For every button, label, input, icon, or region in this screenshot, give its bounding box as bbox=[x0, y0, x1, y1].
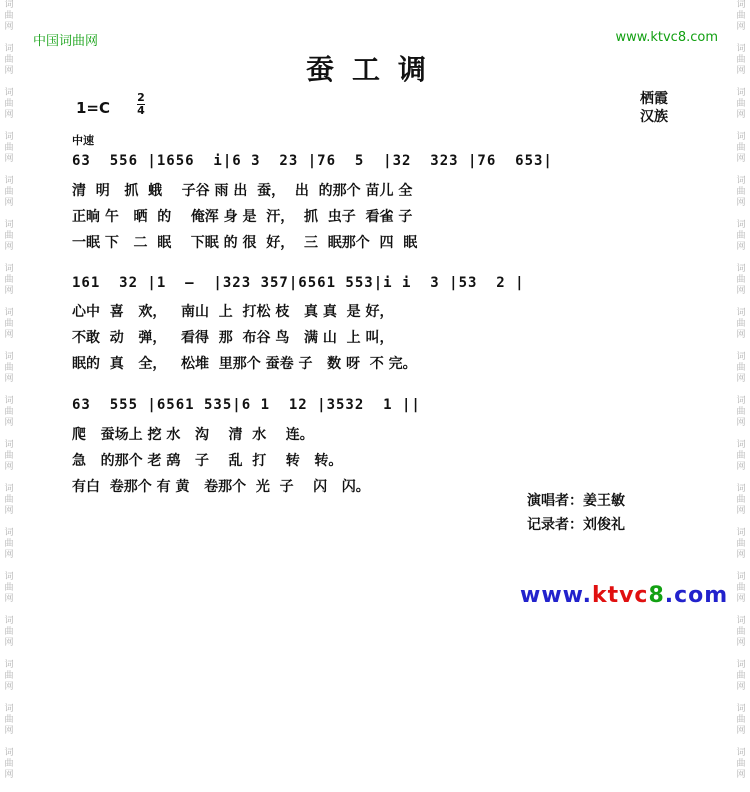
watermark-char: 词 bbox=[4, 572, 14, 582]
footer-url[interactable] bbox=[520, 583, 728, 608]
watermark-char: 网 bbox=[736, 330, 746, 340]
watermark-char: 曲 bbox=[736, 583, 746, 593]
watermark-char: 曲 bbox=[736, 495, 746, 505]
watermark-char: 曲 bbox=[736, 671, 746, 681]
watermark-gap bbox=[1, 253, 17, 264]
watermark-char: 网 bbox=[4, 286, 14, 296]
watermark-gap bbox=[733, 429, 749, 440]
meter-bottom: 4 bbox=[137, 104, 145, 117]
watermark-gap bbox=[733, 605, 749, 616]
origin-ethnicity: 汉族 bbox=[640, 109, 668, 125]
watermark-char: 词 bbox=[4, 220, 14, 230]
watermark-gap bbox=[1, 429, 17, 440]
watermark-char: 网 bbox=[4, 550, 14, 560]
watermark-char: 词 bbox=[4, 748, 14, 758]
watermark-char: 曲 bbox=[736, 451, 746, 461]
watermark-char: 曲 bbox=[4, 407, 14, 417]
footer-url-brand: ktvc bbox=[591, 583, 649, 608]
watermark-gap bbox=[1, 341, 17, 352]
watermark-char: 曲 bbox=[4, 715, 14, 725]
watermark-char: 词 bbox=[736, 748, 746, 758]
watermark-char: 曲 bbox=[4, 539, 14, 549]
watermark-char: 网 bbox=[736, 638, 746, 648]
watermark-char: 曲 bbox=[4, 11, 14, 21]
watermark-char: 网 bbox=[736, 726, 746, 736]
watermark-left bbox=[1, 0, 17, 780]
watermark-char: 网 bbox=[4, 770, 14, 780]
song-title: 蚕工调 bbox=[305, 53, 444, 86]
watermark-char: 网 bbox=[4, 638, 14, 648]
watermark-char: 曲 bbox=[736, 319, 746, 329]
watermark-char: 曲 bbox=[4, 583, 14, 593]
watermark-char: 曲 bbox=[4, 319, 14, 329]
watermark-char: 网 bbox=[4, 66, 14, 76]
watermark-char: 词 bbox=[4, 44, 14, 54]
watermark-char: 网 bbox=[736, 506, 746, 516]
watermark-gap bbox=[733, 561, 749, 572]
watermark-char: 词 bbox=[736, 264, 746, 274]
watermark-char: 曲 bbox=[4, 231, 14, 241]
watermark-char: 词 bbox=[736, 572, 746, 582]
watermark-gap bbox=[1, 121, 17, 132]
watermark-char: 曲 bbox=[4, 275, 14, 285]
watermark-char: 曲 bbox=[736, 275, 746, 285]
watermark-gap bbox=[733, 165, 749, 176]
watermark-char: 词 bbox=[736, 132, 746, 142]
watermark-gap bbox=[1, 385, 17, 396]
watermark-char: 词 bbox=[4, 484, 14, 494]
key-signature: 1=C bbox=[76, 99, 111, 117]
tempo-marking: 中速 bbox=[72, 134, 94, 147]
site-name[interactable]: 中国词曲网 bbox=[33, 34, 99, 49]
watermark-char: 网 bbox=[736, 110, 746, 120]
watermark-right bbox=[733, 0, 749, 780]
watermark-char: 网 bbox=[4, 594, 14, 604]
time-signature bbox=[137, 92, 145, 117]
watermark-gap bbox=[1, 561, 17, 572]
watermark-gap bbox=[733, 209, 749, 220]
watermark-char: 词 bbox=[736, 352, 746, 362]
watermark-char: 词 bbox=[736, 88, 746, 98]
watermark-char: 网 bbox=[4, 506, 14, 516]
watermark-char: 词 bbox=[4, 132, 14, 142]
watermark-char: 词 bbox=[4, 396, 14, 406]
watermark-char: 网 bbox=[736, 770, 746, 780]
watermark-char: 词 bbox=[4, 440, 14, 450]
watermark-char: 曲 bbox=[736, 11, 746, 21]
watermark-char: 网 bbox=[736, 154, 746, 164]
watermark-gap bbox=[733, 517, 749, 528]
watermark-char: 词 bbox=[4, 660, 14, 670]
watermark-gap bbox=[1, 297, 17, 308]
watermark-gap bbox=[733, 253, 749, 264]
watermark-char: 网 bbox=[736, 418, 746, 428]
meter-top: 2 bbox=[137, 91, 145, 104]
watermark-char: 词 bbox=[4, 264, 14, 274]
watermark-char: 网 bbox=[4, 418, 14, 428]
watermark-char: 网 bbox=[736, 242, 746, 252]
watermark-gap bbox=[733, 649, 749, 660]
watermark-char: 网 bbox=[736, 286, 746, 296]
singer-credit: 演唱者：姜王敏 bbox=[527, 493, 625, 509]
watermark-gap bbox=[1, 473, 17, 484]
footer-url-prefix: www. bbox=[520, 583, 592, 608]
watermark-char: 曲 bbox=[4, 187, 14, 197]
watermark-gap bbox=[733, 781, 749, 792]
lyric-line-1-verse-3: 一眠 下 二 眠 下眠 的 很 好， 三 眠那个 四 眠 bbox=[72, 235, 418, 251]
watermark-char: 网 bbox=[736, 198, 746, 208]
watermark-char: 网 bbox=[736, 594, 746, 604]
watermark-char: 词 bbox=[736, 484, 746, 494]
watermark-char: 网 bbox=[4, 374, 14, 384]
watermark-char: 词 bbox=[4, 352, 14, 362]
watermark-char: 曲 bbox=[736, 55, 746, 65]
watermark-char: 网 bbox=[4, 330, 14, 340]
watermark-gap bbox=[1, 517, 17, 528]
watermark-char: 词 bbox=[736, 220, 746, 230]
footer-url-digit: 8 bbox=[648, 583, 665, 608]
watermark-char: 词 bbox=[736, 308, 746, 318]
watermark-gap bbox=[733, 341, 749, 352]
lyric-line-2-verse-1: 心中 喜 欢， 南山 上 打松 枝 真 真 是 好， bbox=[72, 304, 394, 320]
site-url[interactable]: www.ktvc8.com bbox=[615, 30, 718, 45]
watermark-char: 曲 bbox=[736, 627, 746, 637]
watermark-char: 曲 bbox=[736, 187, 746, 197]
watermark-char: 网 bbox=[4, 682, 14, 692]
watermark-char: 网 bbox=[4, 154, 14, 164]
watermark-char: 曲 bbox=[736, 759, 746, 769]
watermark-char: 词 bbox=[736, 616, 746, 626]
watermark-char: 网 bbox=[4, 198, 14, 208]
recorder-credit: 记录者：刘俊礼 bbox=[527, 517, 625, 533]
watermark-gap bbox=[733, 121, 749, 132]
watermark-char: 曲 bbox=[4, 451, 14, 461]
watermark-gap bbox=[1, 693, 17, 704]
footer-url-suffix: .com bbox=[664, 583, 729, 608]
watermark-gap bbox=[1, 649, 17, 660]
watermark-char: 网 bbox=[4, 462, 14, 472]
watermark-char: 网 bbox=[736, 462, 746, 472]
watermark-char: 词 bbox=[736, 440, 746, 450]
watermark-gap bbox=[733, 385, 749, 396]
watermark-char: 曲 bbox=[4, 99, 14, 109]
watermark-char: 网 bbox=[4, 242, 14, 252]
watermark-char: 词 bbox=[736, 528, 746, 538]
watermark-char: 网 bbox=[4, 726, 14, 736]
origin-place: 栖霞 bbox=[640, 91, 668, 107]
watermark-char: 网 bbox=[736, 550, 746, 560]
watermark-char: 词 bbox=[4, 176, 14, 186]
notation-line-1: 63 556 |1656 i|6 3 23 |76 5 |32 323 |76 653| bbox=[72, 153, 553, 169]
watermark-char: 词 bbox=[4, 616, 14, 626]
watermark-char: 网 bbox=[736, 66, 746, 76]
watermark-char: 曲 bbox=[736, 99, 746, 109]
watermark-gap bbox=[733, 473, 749, 484]
watermark-char: 词 bbox=[736, 704, 746, 714]
lyric-line-1-verse-2: 正晌 午 晒 的 俺浑 身 是 汗， 抓 虫子 看雀 子 bbox=[72, 209, 413, 225]
watermark-char: 曲 bbox=[4, 671, 14, 681]
watermark-char: 曲 bbox=[736, 539, 746, 549]
watermark-char: 曲 bbox=[4, 495, 14, 505]
watermark-char: 网 bbox=[4, 22, 14, 32]
watermark-char: 词 bbox=[736, 660, 746, 670]
watermark-gap bbox=[1, 737, 17, 748]
watermark-char: 曲 bbox=[4, 363, 14, 373]
watermark-char: 词 bbox=[4, 308, 14, 318]
lyric-line-2-verse-2: 不敢 动 弹， 看得 那 布谷 鸟 满 山 上 叫， bbox=[72, 330, 394, 346]
watermark-char: 网 bbox=[736, 22, 746, 32]
watermark-char: 曲 bbox=[736, 715, 746, 725]
watermark-gap bbox=[1, 209, 17, 220]
watermark-char: 词 bbox=[4, 528, 14, 538]
watermark-gap bbox=[733, 737, 749, 748]
watermark-char: 曲 bbox=[736, 363, 746, 373]
notation-line-3: 63 555 |6561 535|6 1 12 |3532 1 || bbox=[72, 397, 421, 413]
watermark-char: 网 bbox=[736, 682, 746, 692]
lyric-line-3-verse-1: 爬 蚕场上 挖 水 沟 清 水 连。 bbox=[72, 427, 314, 443]
watermark-char: 曲 bbox=[4, 759, 14, 769]
watermark-char: 词 bbox=[736, 176, 746, 186]
watermark-char: 曲 bbox=[736, 407, 746, 417]
watermark-char: 曲 bbox=[736, 143, 746, 153]
lyric-line-2-verse-3: 眠的 真 全， 松堆 里那个 蚕卷 子 数 呀 不 完。 bbox=[72, 356, 417, 372]
watermark-char: 词 bbox=[736, 0, 746, 10]
watermark-gap bbox=[1, 165, 17, 176]
watermark-char: 词 bbox=[736, 396, 746, 406]
watermark-char: 曲 bbox=[4, 627, 14, 637]
watermark-gap bbox=[1, 605, 17, 616]
watermark-char: 曲 bbox=[4, 143, 14, 153]
watermark-gap bbox=[733, 33, 749, 44]
watermark-char: 网 bbox=[4, 110, 14, 120]
watermark-gap bbox=[1, 781, 17, 792]
watermark-char: 词 bbox=[736, 44, 746, 54]
watermark-char: 词 bbox=[4, 0, 14, 10]
watermark-char: 网 bbox=[736, 374, 746, 384]
watermark-char: 曲 bbox=[4, 55, 14, 65]
lyric-line-1-verse-1: 清 明 抓 蛾 子谷 雨 出 蚕， 出 的那个 苗儿 全 bbox=[72, 183, 413, 199]
watermark-char: 曲 bbox=[736, 231, 746, 241]
lyric-line-3-verse-2: 急 的那个 老 鸹 子 乱 打 转 转。 bbox=[72, 453, 343, 469]
watermark-char: 词 bbox=[4, 704, 14, 714]
watermark-gap bbox=[733, 297, 749, 308]
song-origin bbox=[640, 90, 668, 126]
watermark-char: 词 bbox=[4, 88, 14, 98]
watermark-gap bbox=[733, 693, 749, 704]
watermark-gap bbox=[1, 33, 17, 44]
lyric-line-3-verse-3: 有白 卷那个 有 黄 卷那个 光 子 闪 闪。 bbox=[72, 479, 370, 495]
notation-line-2: 161 32 |1 — |323 357|6561 553|i i 3 |53 2 | bbox=[72, 275, 525, 291]
